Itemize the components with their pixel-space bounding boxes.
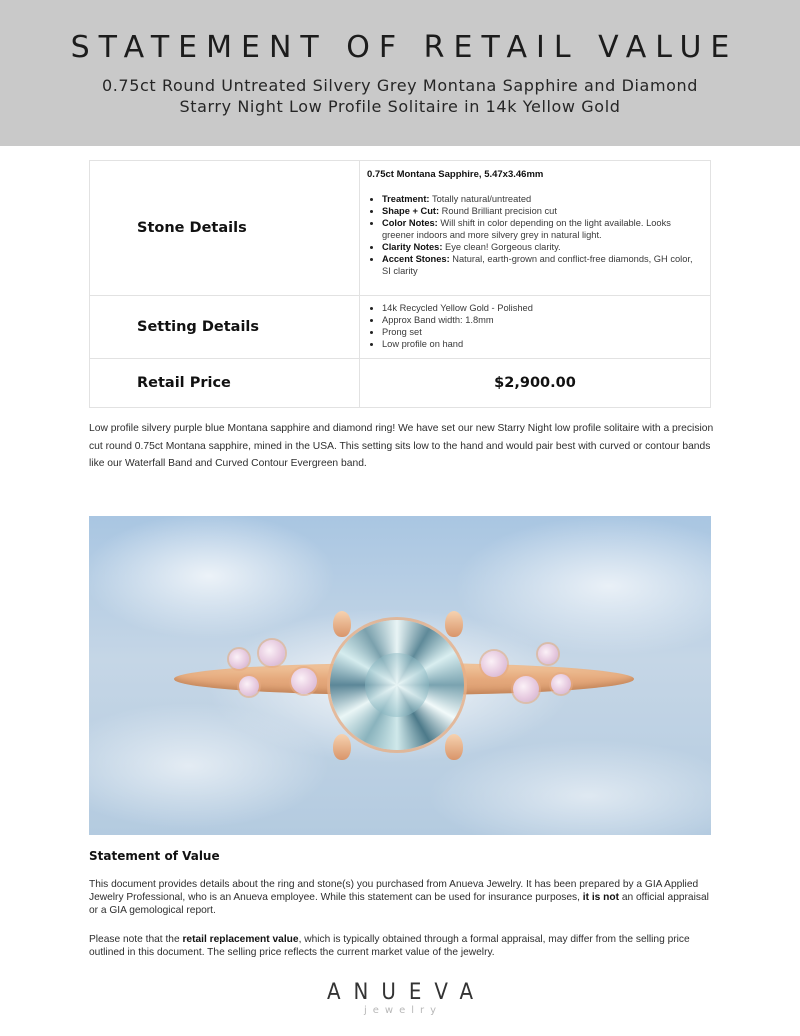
- setting-details-row: [90, 296, 711, 359]
- document-title: STATEMENT OF RETAIL VALUE: [70, 30, 739, 65]
- stone-detail-item: [367, 193, 702, 205]
- stone-details-row: [90, 161, 711, 296]
- detail-value: Will shift in color depending on the light available. Looks greener indoors and more silvery grey in natural light.: [382, 218, 671, 240]
- stone-detail-item: [367, 253, 702, 277]
- statement-paragraph-1: [89, 878, 714, 917]
- ring-photo: [89, 516, 711, 835]
- setting-detail-item: Prong set: [367, 326, 702, 338]
- detail-key: Clarity Notes:: [382, 242, 443, 252]
- stone-detail-item: [367, 217, 702, 241]
- detail-value: Eye clean! Gorgeous clarity.: [442, 242, 561, 252]
- stone-details-value: [360, 161, 711, 296]
- stone-heading: 0.75ct Montana Sapphire, 5.47x3.46mm: [367, 169, 544, 180]
- statement-of-value-heading: Statement of Value: [89, 849, 220, 863]
- stone-details-label: Stone Details: [90, 161, 360, 296]
- logo-subtitle: jewelry: [363, 1005, 443, 1016]
- detail-key: Shape + Cut:: [382, 206, 440, 216]
- details-table: [89, 160, 711, 408]
- setting-detail-item: 14k Recycled Yellow Gold - Polished: [367, 302, 702, 314]
- emphasis-text: it is not: [582, 892, 620, 903]
- prong: [445, 611, 463, 637]
- center-sapphire: [330, 620, 464, 750]
- stone-detail-item: [367, 205, 702, 217]
- subtitle-line-2: Starry Night Low Profile Solitaire in 14k Yellow Gold: [179, 97, 621, 116]
- prong: [333, 734, 351, 760]
- stone-details-list: [367, 193, 702, 277]
- retail-price-row: [90, 359, 711, 408]
- text-run: Please note that the: [89, 934, 183, 945]
- emphasis-text: retail replacement value: [182, 934, 299, 945]
- prong: [445, 734, 463, 760]
- detail-key: Color Notes:: [382, 218, 438, 228]
- accent-diamond: [239, 676, 259, 696]
- detail-key: Accent Stones:: [382, 254, 450, 264]
- prong: [333, 611, 351, 637]
- detail-value: Totally natural/untreated: [429, 194, 532, 204]
- setting-details-label: Setting Details: [90, 296, 360, 359]
- subtitle-line-1: 0.75ct Round Untreated Silvery Grey Montana Sapphire and Diamond: [101, 76, 699, 95]
- retail-price-label: Retail Price: [90, 359, 360, 408]
- accent-diamond: [538, 644, 558, 664]
- detail-value: Natural, earth-grown and conflict-free diamonds, GH color, SI clarity: [382, 254, 693, 276]
- detail-key: Treatment:: [382, 194, 430, 204]
- document-subtitle: [0, 75, 800, 117]
- setting-detail-item: Low profile on hand: [367, 338, 702, 350]
- stone-detail-item: [367, 241, 702, 253]
- accent-diamond: [551, 674, 571, 694]
- detail-value: Round Brilliant precision cut: [439, 206, 557, 216]
- statement-paragraph-2: [89, 933, 714, 959]
- accent-diamond: [229, 649, 249, 669]
- product-description: Low profile silvery purple blue Montana sapphire and diamond ring! We have set our new Starry Night low profile solitaire with a precision cut round 0.75ct Montana sapphire, mined in the USA. This setting sits low to the hand and would pair best with curved or contour bands like our Waterfall Band and Curved Contour Evergreen band.: [89, 423, 714, 469]
- accent-diamond: [259, 640, 285, 666]
- setting-detail-item: Approx Band width: 1.8mm: [367, 314, 702, 326]
- text-run: an official appraisal or a GIA gemological report.: [89, 892, 709, 916]
- logo-wordmark: ANUEVA: [327, 980, 486, 1005]
- accent-diamond: [513, 676, 539, 702]
- setting-details-list: [367, 302, 702, 350]
- accent-diamond: [481, 651, 507, 677]
- setting-details-value: [360, 296, 711, 359]
- header-band: [0, 0, 800, 146]
- text-run: This document provides details about the ring and stone(s) you purchased from Anueva Jewelry. It has been prepared by a GIA Applied Jewelry Professional, who is an Anueva employee. While this statement can be used for insurance purposes,: [89, 879, 699, 903]
- text-run: , which is typically obtained through a formal appraisal, may differ from the selling price outlined in this document. The selling price reflects the current market value of the jewelry.: [89, 934, 690, 958]
- retail-price-value: $2,900.00: [360, 359, 711, 408]
- accent-diamond: [291, 668, 317, 694]
- anueva-logo: [0, 982, 800, 1017]
